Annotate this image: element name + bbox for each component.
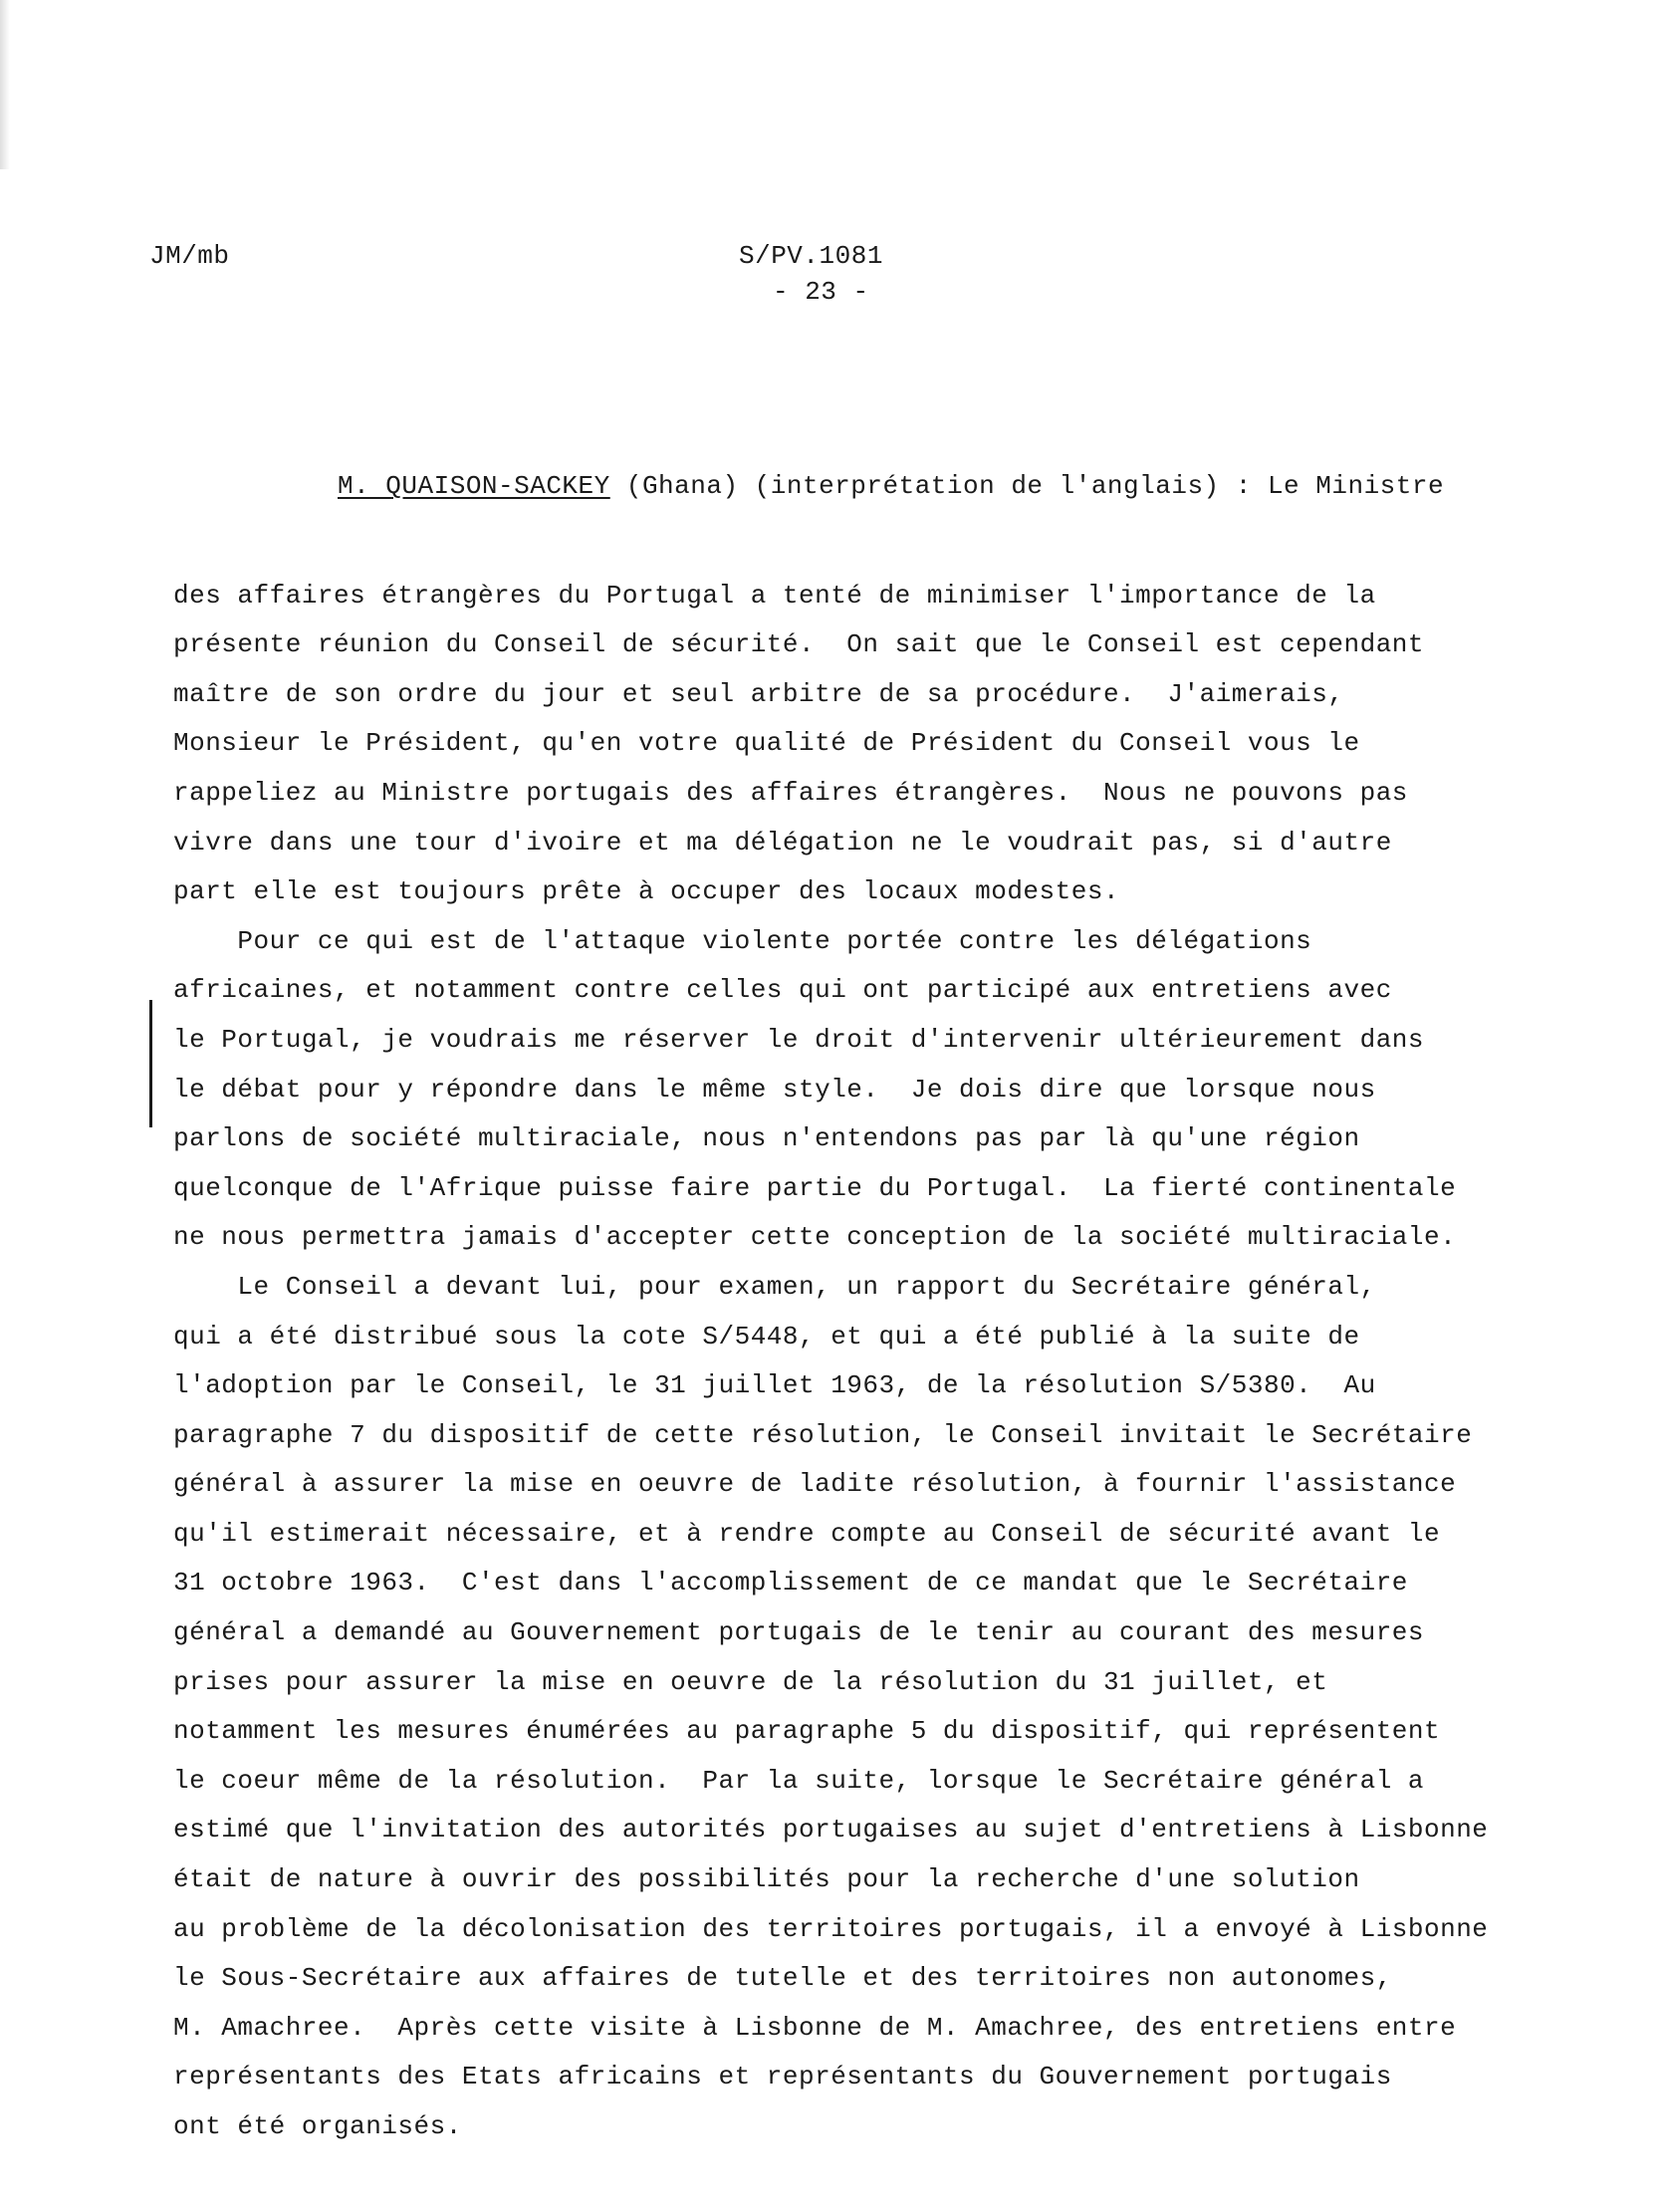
text-line: prises pour assurer la mise en oeuvre de la résolution du 31 juillet, et <box>173 1666 1328 1697</box>
text-line: le Sous-Secrétaire aux affaires de tutelle et des territoires non autonomes, <box>173 1963 1392 1994</box>
text-line: présente réunion du Conseil de sécurité. On sait que le Conseil est cependant <box>173 629 1424 660</box>
document-symbol: S/PV.1081 <box>739 241 883 271</box>
text-line: Pour ce qui est de l'attaque violente portée contre les délégations <box>173 925 1312 956</box>
text-line: ont été organisés. <box>173 2111 462 2141</box>
text-line: Monsieur le Président, qu'en votre qualité de Président du Conseil vous le <box>173 728 1360 759</box>
text-line: général a demandé au Gouvernement portugais de le tenir au courant des mesures <box>173 1617 1424 1648</box>
text-line: représentants des Etats africains et représentants du Gouvernement portugais <box>173 2062 1392 2092</box>
scan-edge-shadow <box>0 0 10 169</box>
text-line: l'adoption par le Conseil, le 31 juillet 1963, de la résolution S/5380. Au <box>173 1370 1376 1401</box>
margin-change-bar <box>149 1000 152 1127</box>
text-line: africaines, et notamment contre celles qui ont participé aux entretiens avec <box>173 975 1392 1006</box>
text-line: Le Conseil a devant lui, pour examen, un rapport du Secrétaire général, <box>173 1271 1376 1302</box>
speaker-name: M. QUAISON-SACKEY <box>338 471 610 501</box>
text-line: parlons de société multiraciale, nous n'entendons pas par là qu'une région <box>173 1123 1360 1154</box>
text-line: le Portugal, je voudrais me réserver le droit d'intervenir ultérieurement dans <box>173 1024 1424 1055</box>
text-line: était de nature à ouvrir des possibilités pour la recherche d'une solution <box>173 1864 1360 1895</box>
text-line: rappeliez au Ministre portugais des affaires étrangères. Nous ne pouvons pas <box>173 777 1408 808</box>
text-line: au problème de la décolonisation des territoires portugais, il a envoyé à Lisbonne <box>173 1913 1489 1944</box>
text-line: maître de son ordre du jour et seul arbitre de sa procédure. J'aimerais, <box>173 678 1344 709</box>
text-line: M. Amachree. Après cette visite à Lisbonne de M. Amachree, des entretiens entre <box>173 2012 1457 2043</box>
first-line <box>173 462 1567 512</box>
body-lines <box>173 572 1567 2152</box>
text-line: des affaires étrangères du Portugal a tenté de minimiser l'importance de la <box>173 580 1376 611</box>
speech-body <box>173 402 1567 2212</box>
text-line: le coeur même de la résolution. Par la suite, lorsque le Secrétaire général a <box>173 1765 1424 1796</box>
text-line: le débat pour y répondre dans le même style. Je dois dire que lorsque nous <box>173 1074 1376 1105</box>
text-line: qui a été distribué sous la cote S/5448, et qui a été publié à la suite de <box>173 1321 1360 1352</box>
reference-code: JM/mb <box>149 241 230 271</box>
text-line: général à assurer la mise en oeuvre de ladite résolution, à fournir l'assistance <box>173 1469 1457 1500</box>
text-line: part elle est toujours prête à occuper des locaux modestes. <box>173 876 1120 907</box>
text-line: 31 octobre 1963. C'est dans l'accomplissement de ce mandat que le Secrétaire <box>173 1568 1408 1598</box>
text-line: paragraphe 7 du dispositif de cette résolution, le Conseil invitait le Secrétaire <box>173 1419 1473 1450</box>
page-number: - 23 - <box>773 277 869 307</box>
text-line: qu'il estimerait nécessaire, et à rendre compte au Conseil de sécurité avant le <box>173 1518 1441 1549</box>
first-line-rest: (Ghana) (interprétation de l'anglais) : Le Ministre <box>609 471 1445 501</box>
text-line: notamment les mesures énumérées au paragraphe 5 du dispositif, qui représentent <box>173 1716 1441 1747</box>
text-line: vivre dans une tour d'ivoire et ma délégation ne le voudrait pas, si d'autre <box>173 827 1392 858</box>
text-line: quelconque de l'Afrique puisse faire partie du Portugal. La fierté continentale <box>173 1172 1457 1203</box>
text-line: estimé que l'invitation des autorités portugaises au sujet d'entretiens à Lisbonne <box>173 1815 1489 1845</box>
text-line: ne nous permettra jamais d'accepter cette conception de la société multiraciale. <box>173 1222 1457 1253</box>
